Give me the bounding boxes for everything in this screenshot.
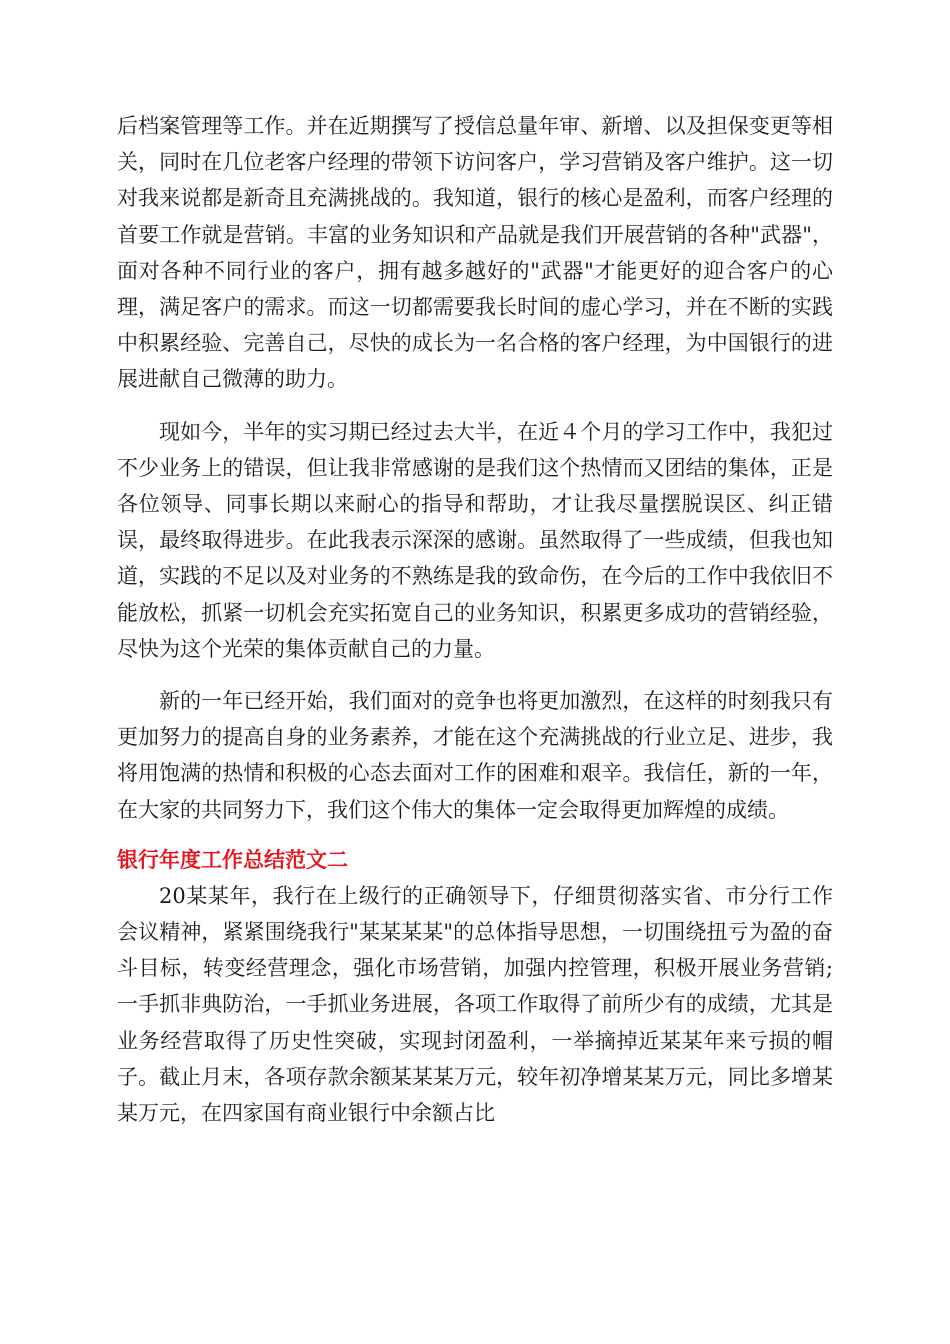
paragraph-annual-summary: 20某某年，我行在上级行的正确领导下，仔细贯彻落实省、市分行工作会议精神，紧紧围绕我行"某某某某"的总体指导思想，一切围绕扭亏为盈的奋斗目标，转变经营理念，强化市场营销，加强内控管理，积极开展业务营销;一手抓非典防治，一手抓业务进展，各项工作取得了前所少有的成绩，尤其是业务经营取得了历史性突破，实现封闭盈利，一举摘掉近某某年来亏损的帽子。截止月末，各项存款余额某某某万元，较年初净增某某万元，同比多增某某万元，在四家国有商业银行中余额占比: [117, 883, 833, 1126]
paragraph-continued: 后档案管理等工作。并在近期撰写了授信总量年审、新增、以及担保变更等相关，同时在几位老客户经理的带领下访问客户，学习营销及客户维护。这一切对我来说都是新奇且充满挑战的。我知道，银行的核心是盈利，而客户经理的首要工作就是营销。丰富的业务知识和产品就是我们开展营销的各种"武器"，面对各种不同行业的客户，拥有越多越好的"武器"才能更好的迎合客户的心理，满足客户的需求。而这一切都需要我长时间的虚心学习，并在不断的实践中积累经验、完善自己，尽快的成长为一名合格的客户经理，为中国银行的进展进献自己微薄的助力。: [117, 114, 833, 392]
paragraph-new-year: 新的一年已经开始，我们面对的竞争也将更加激烈，在这样的时刻我只有更加努力的提高自身的业务素养，才能在这个充满挑战的行业立足、进步，我将用饱满的热情和积极的心态去面对工作的困难和艰辛。我信任，新的一年，在大家的共同努力下，我们这个伟大的集体一定会取得更加辉煌的成绩。: [117, 689, 833, 822]
paragraph-internship: 现如今，半年的实习期已经过去大半，在近４个月的学习工作中，我犯过不少业务上的错误，但让我非常感谢的是我们这个热情而又团结的集体，正是各位领导、同事长期以来耐心的指导和帮助，才让我尽量摆脱误区、纠正错误，最终取得进步。在此我表示深深的感谢。虽然取得了一些成绩，但我也知道，实践的不足以及对业务的不熟练是我的致命伤，在今后的工作中我依旧不能放松，抓紧一切机会充实拓宽自己的业务知识，积累更多成功的营销经验，尽快为这个光荣的集体贡献自己的力量。: [117, 419, 833, 661]
document-body: [117, 108, 833, 1131]
section-heading: 银行年度工作总结范文二: [117, 847, 348, 872]
